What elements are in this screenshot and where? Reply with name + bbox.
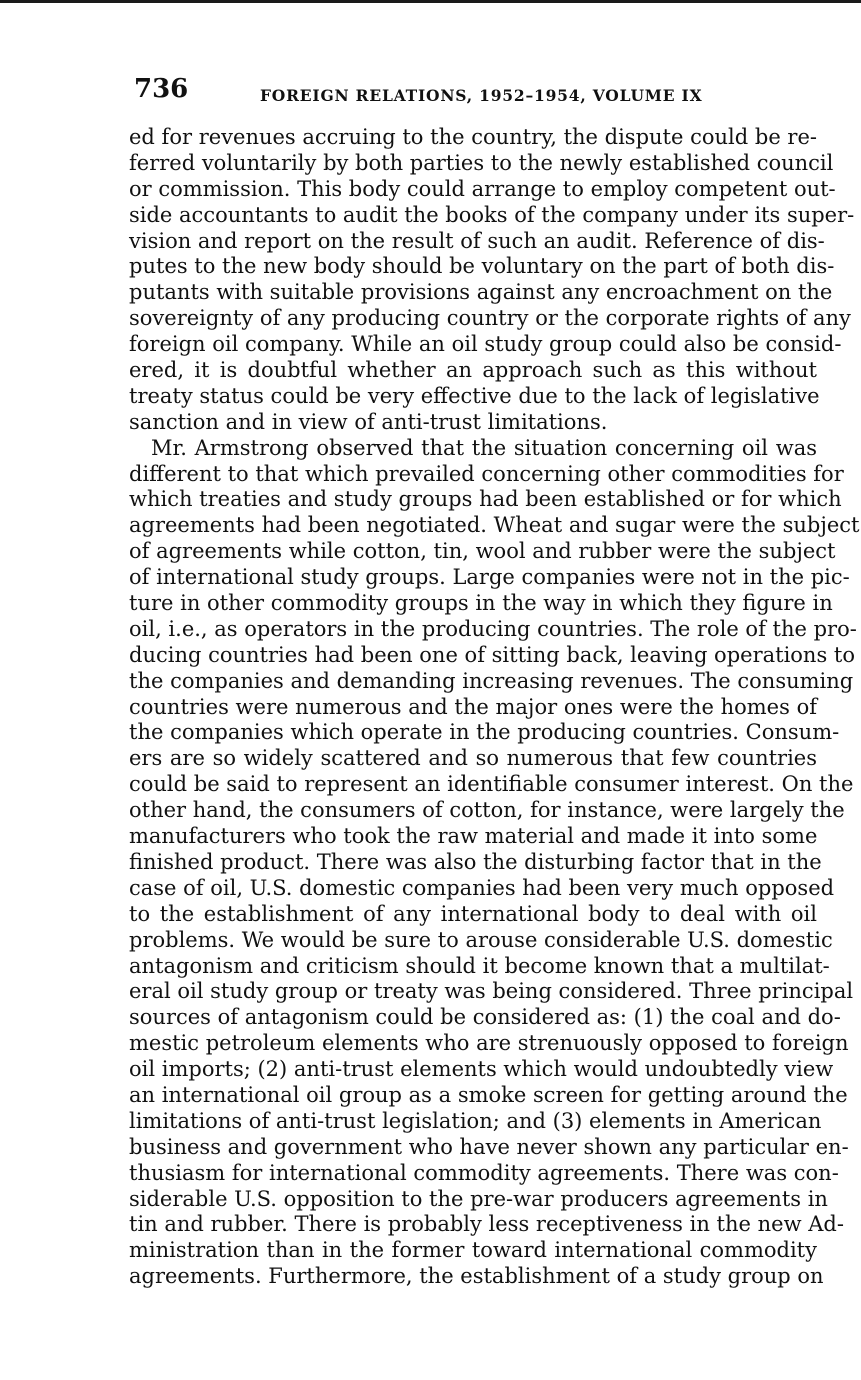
- text-line: sovereignty of any producing country or the corporate rights of any: [129, 306, 851, 331]
- top-border-rule: [0, 0, 861, 3]
- text-line: putes to the new body should be voluntary on the part of both dis-: [129, 254, 835, 279]
- text-line: or commission. This body could arrange to employ competent out-: [129, 176, 836, 201]
- text-line: case of oil, U.S. domestic companies had been very much opposed: [129, 875, 835, 900]
- page-header: [134, 74, 834, 114]
- text-line: sanction and in view of anti-trust limitations.: [129, 409, 608, 434]
- text-line: different to that which prevailed concerning other commodities for: [129, 461, 844, 486]
- text-line: oil imports; (2) anti-trust elements which would undoubtedly view: [129, 1057, 834, 1082]
- text-line: finished product. There was also the disturbing factor that in the: [129, 849, 822, 874]
- paragraph: [129, 125, 855, 436]
- text-line: foreign oil company. While an oil study group could also be consid-: [129, 332, 842, 357]
- text-line: thusiasm for international commodity agreements. There was con-: [129, 1160, 839, 1185]
- text-line: an international oil group as a smoke screen for getting around the: [129, 1082, 848, 1107]
- text-line: ed for revenues accruing to the country, the dispute could be re-: [129, 125, 817, 149]
- text-line: tin and rubber. There is probably less receptiveness in the new Ad-: [129, 1212, 844, 1237]
- text-line: problems. We would be sure to arouse considerable U.S. domestic: [129, 927, 833, 952]
- text-line: eral oil study group or treaty was being considered. Three principal: [129, 979, 854, 1004]
- running-head: FOREIGN RELATIONS, 1952–1954, VOLUME IX: [260, 86, 703, 105]
- page-number: 736: [134, 74, 189, 104]
- text-line: to the establishment of any international body to deal with oil: [129, 901, 817, 926]
- text-line: vision and report on the result of such an audit. Reference of dis-: [129, 228, 825, 253]
- text-line: which treaties and study groups had been established or for which: [129, 487, 842, 512]
- paragraph: [129, 435, 860, 1290]
- text-line: oil, i.e., as operators in the producing countries. The role of the pro-: [129, 616, 857, 641]
- text-line: Mr. Armstrong observed that the situation concerning oil was: [151, 435, 817, 460]
- text-line: other hand, the consumers of cotton, for instance, were largely the: [129, 798, 845, 823]
- text-line: of agreements while cotton, tin, wool and rubber were the subject: [129, 539, 836, 564]
- text-line: manufacturers who took the raw material and made it into some: [129, 824, 818, 849]
- text-line: ture in other commodity groups in the way in which they figure in: [129, 591, 833, 616]
- text-line: ferred voluntarily by both parties to the newly established council: [129, 150, 834, 175]
- text-line: antagonism and criticism should it become known that a multilat-: [129, 953, 830, 978]
- text-line: countries were numerous and the major ones were the homes of: [129, 694, 817, 719]
- text-line: ers are so widely scattered and so numerous that few countries: [129, 746, 817, 771]
- text-line: mestic petroleum elements who are strenuously opposed to foreign: [129, 1031, 849, 1056]
- text-line: treaty status could be very effective due to the lack of legislative: [129, 383, 820, 408]
- text-line: the companies which operate in the producing countries. Consum-: [129, 720, 840, 745]
- text-line: the companies and demanding increasing revenues. The consuming: [129, 668, 854, 693]
- text-line: sources of antagonism could be considered as: (1) the coal and do-: [129, 1005, 841, 1030]
- text-line: agreements had been negotiated. Wheat and sugar were the subject: [129, 513, 860, 538]
- text-line: siderable U.S. opposition to the pre-war producers agreements in: [129, 1186, 828, 1211]
- text-line: of international study groups. Large companies were not in the pic-: [129, 565, 850, 590]
- text-line: putants with suitable provisions against any encroachment on the: [129, 280, 833, 305]
- text-line: business and government who have never shown any particular en-: [129, 1134, 849, 1159]
- text-line: ducing countries had been one of sitting back, leaving operations to: [129, 642, 855, 667]
- body-text: [129, 125, 860, 1290]
- text-line: ministration than in the former toward international commodity: [129, 1238, 817, 1263]
- text-line: limitations of anti-trust legislation; and (3) elements in American: [129, 1108, 822, 1133]
- text-line: side accountants to audit the books of the company under its super-: [129, 202, 855, 227]
- text-line: ered, it is doubtful whether an approach such as this without: [129, 358, 817, 383]
- text-line: agreements. Furthermore, the establishment of a study group on: [129, 1264, 824, 1289]
- text-line: could be said to represent an identifiable consumer interest. On the: [129, 772, 854, 797]
